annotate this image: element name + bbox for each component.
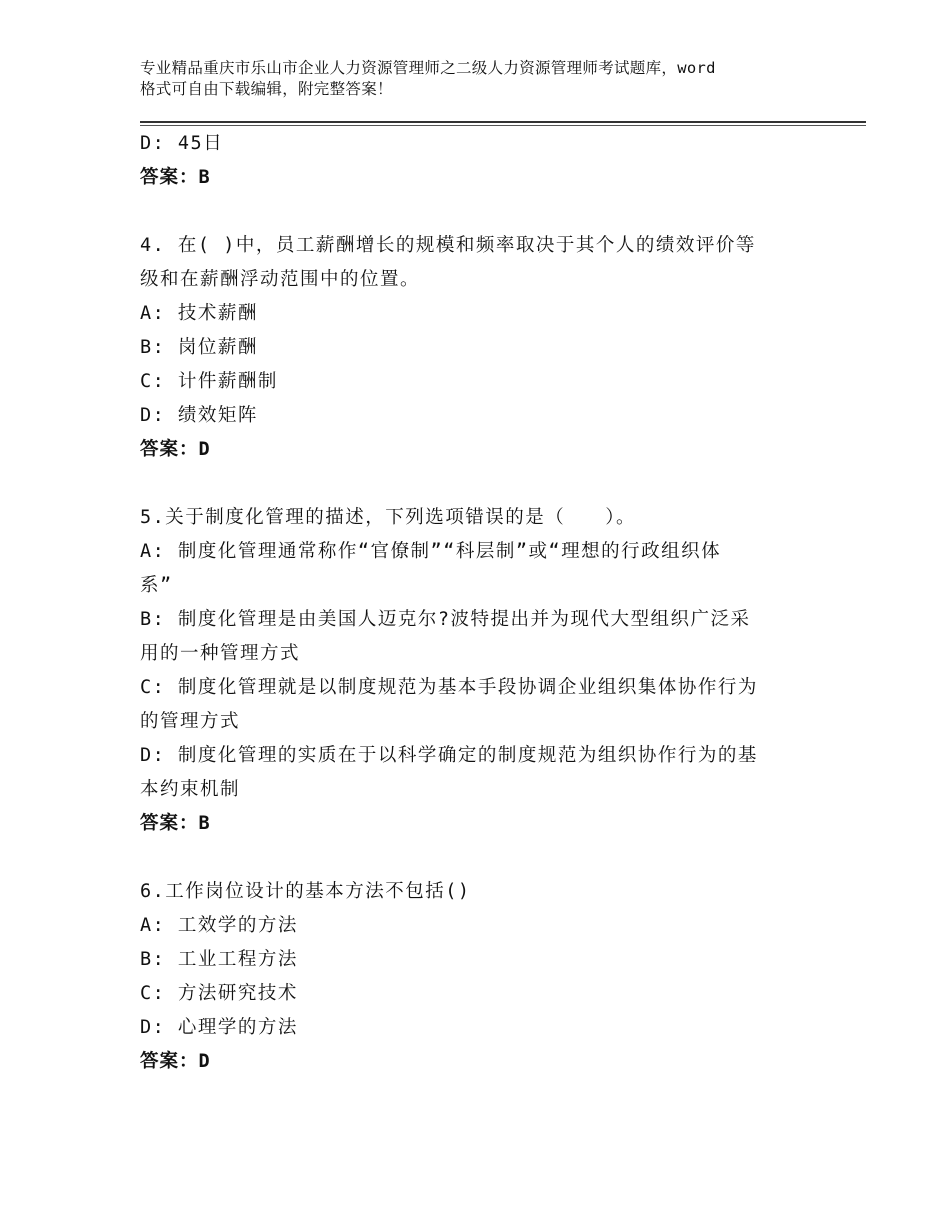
option-a: A: 制度化管理通常称作“官僚制”“科层制”或“理想的行政组织体 xyxy=(140,541,722,562)
header-divider-thin xyxy=(140,125,866,126)
option-c: C: 制度化管理就是以制度规范为基本手段协调企业组织集体协作行为 xyxy=(140,677,758,698)
option-c: C: 计件薪酬制 xyxy=(140,371,278,392)
spacer xyxy=(140,467,820,501)
option-d: D: 制度化管理的实质在于以科学确定的制度规范为组织协作行为的基 xyxy=(140,745,758,766)
option-d: D: 45日 xyxy=(140,133,224,154)
question-stem: 4. 在( )中，员工薪酬增长的规模和频率取决于其个人的绩效评价等 xyxy=(140,235,756,256)
header-title-line-1: 专业精品重庆市乐山市企业人力资源管理师之二级人力资源管理师考试题库，word xyxy=(140,59,716,77)
spacer xyxy=(140,195,820,229)
question-stem: 6.工作岗位设计的基本方法不包括() xyxy=(140,881,471,902)
option-b-continued: 用的一种管理方式 xyxy=(140,643,301,664)
option-b: B: 制度化管理是由美国人迈克尔?波特提出并为现代大型组织广泛采 xyxy=(140,609,751,630)
option-a: A: 工效学的方法 xyxy=(140,915,298,936)
answer-text: 答案：B xyxy=(140,813,211,834)
question-block-4 xyxy=(140,229,820,467)
spacer xyxy=(140,841,820,875)
question-block-6 xyxy=(140,875,820,1079)
option-a: A: 技术薪酬 xyxy=(140,303,258,324)
header-title-line-2: 格式可自由下载编辑，附完整答案！ xyxy=(140,80,393,98)
question-block-5 xyxy=(140,501,820,841)
option-b: B: 岗位薪酬 xyxy=(140,337,258,358)
answer-text: 答案：D xyxy=(140,439,211,460)
answer-text: 答案：B xyxy=(140,167,211,188)
option-c: C: 方法研究技术 xyxy=(140,983,298,1004)
option-c-continued: 的管理方式 xyxy=(140,711,241,732)
option-b: B: 工业工程方法 xyxy=(140,949,298,970)
answer-text: 答案：D xyxy=(140,1051,211,1072)
question-block-prev xyxy=(140,127,820,195)
header-divider-thick xyxy=(140,121,866,123)
question-list xyxy=(140,127,820,1079)
question-stem-continued: 级和在薪酬浮动范围中的位置。 xyxy=(140,269,421,290)
question-stem: 5.关于制度化管理的描述，下列选项错误的是（ ）。 xyxy=(140,507,637,528)
document-header xyxy=(140,58,840,100)
option-a-continued: 系” xyxy=(140,575,173,596)
option-d-continued: 本约束机制 xyxy=(140,779,241,800)
option-d: D: 绩效矩阵 xyxy=(140,405,258,426)
option-d: D: 心理学的方法 xyxy=(140,1017,298,1038)
